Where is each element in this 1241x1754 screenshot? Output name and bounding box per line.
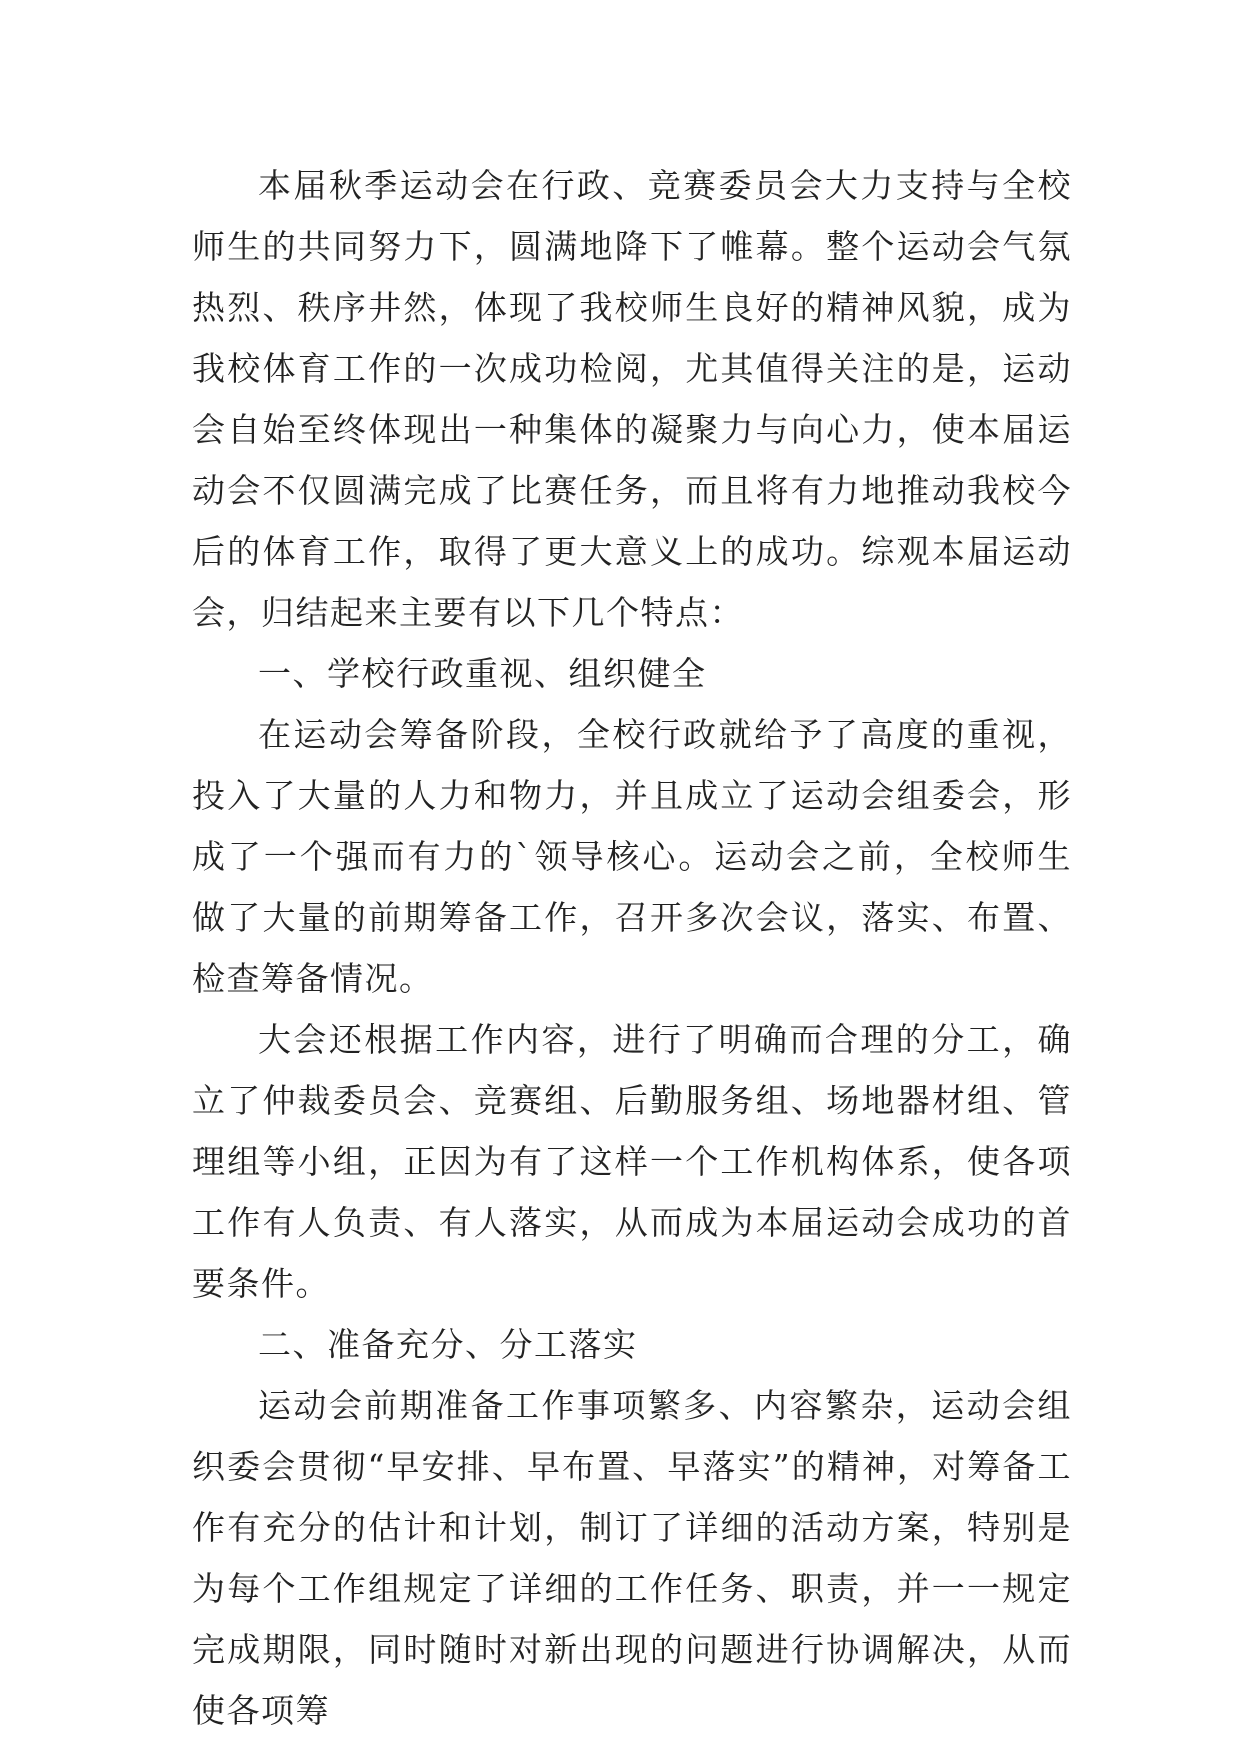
section-1-paragraph-2: 大会还根据工作内容，进行了明确而合理的分工，确立了仲裁委员会、竞赛组、后勤服务组、场地器材组、管理组等小组，正因为有了这样一个工作机构体系，使各项工作有人负责、有人落实，从而成为本届运动会成功的首要条件。 [192,1020,1072,1303]
section-2-paragraph-1: 运动会前期准备工作事项繁多、内容繁杂，运动会组织委会贯彻“早安排、早布置、早落实”的精神，对筹备工作有充分的估计和计划，制订了详细的活动方案，特别是为每个工作组规定了详细的工作任务、职责，并一一规定完成期限，同时随时对新出现的问题进行协调解决，从而使各项筹 [192,1386,1072,1730]
intro-paragraph: 本届秋季运动会在行政、竞赛委员会大力支持与全校师生的共同努力下，圆满地降下了帷幕。整个运动会气氛热烈、秩序井然，体现了我校师生良好的精神风貌，成为我校体育工作的一次成功检阅，尤其值得关注的是，运动会自始至终体现出一种集体的凝聚力与向心力，使本届运动会不仅圆满完成了比赛任务，而且将有力地推动我校今后的体育工作，取得了更大意义上的成功。综观本届运动会，归结起来主要有以下几个特点： [192,166,1072,632]
document-body [192,155,1072,1741]
section-heading-1: 一、学校行政重视、组织健全 [258,654,707,693]
section-1-paragraph-1: 在运动会筹备阶段，全校行政就给予了高度的重视，投入了大量的人力和物力，并且成立了运动会组委会，形成了一个强而有力的`领导核心。运动会之前，全校师生做了大量的前期筹备工作，召开多次会议，落实、布置、检查筹备情况。 [192,715,1072,998]
section-heading-2: 二、准备充分、分工落实 [258,1325,638,1364]
